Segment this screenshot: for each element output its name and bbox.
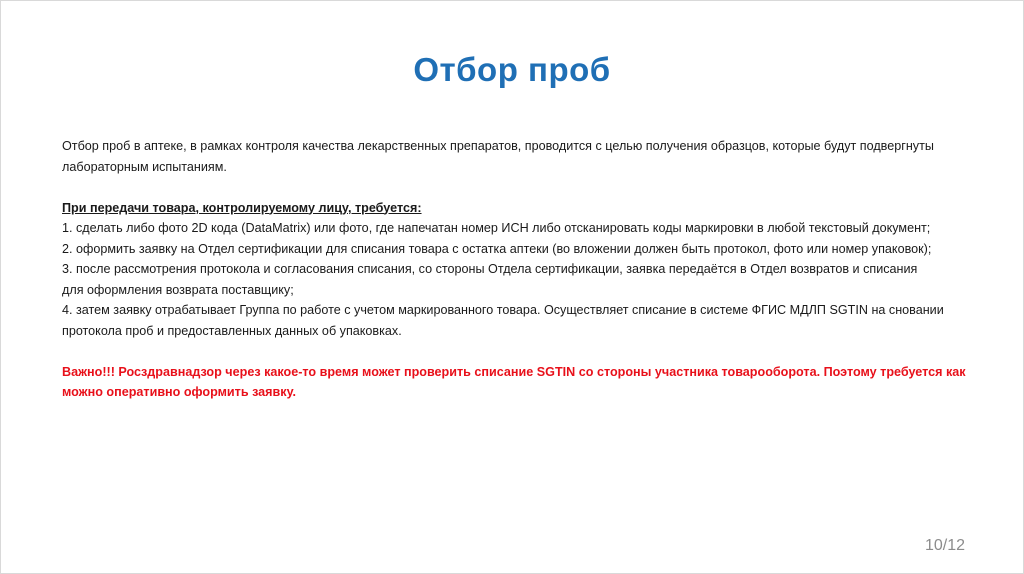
intro-line: лабораторным испытаниям. [62, 159, 227, 174]
step-line: 1. сделать либо фото 2D кода (DataMatrix) или фото, где напечатан номер ИСН либо отсканировать коды маркировки в любой текстовый документ; [62, 221, 931, 235]
warning-line: можно оперативно оформить заявку. [62, 385, 296, 399]
step-line: 4. затем заявку отрабатывает Группа по работе с учетом маркированного товара. Осуществляет списание в системе ФГИС МДЛП SGTIN на сновании [62, 303, 944, 317]
step-line: 3. после рассмотрения протокола и согласования списания, со стороны Отдела сертификации, заявка передаётся в Отдел возвратов и списания [62, 262, 918, 276]
step-line: 2. оформить заявку на Отдел сертификации для списания товара с остатка аптеки (во вложении должен быть протокол, фото или номер упаковок); [62, 241, 932, 256]
slide-title: Отбор проб [413, 51, 611, 88]
step-line: протокола проб и предоставленных данных об упаковках. [62, 323, 402, 338]
page-number: 10/12 [924, 537, 965, 554]
intro-line: Отбор проб в аптеке, в рамках контроля качества лекарственных препаратов, проводится с целью получения образцов, которые будут подвергнуты [62, 139, 934, 153]
step-line: для оформления возврата поставщику; [62, 282, 294, 297]
subheading: При передачи товара, контролируемому лицу, требуется: [62, 200, 422, 215]
spacer [62, 177, 982, 198]
spacer [62, 341, 982, 362]
warning-line: Важно!!! Росздравнадзор через какое-то время может проверить списание SGTIN со стороны участника товарооборота. Поэтому требуется как [62, 364, 966, 379]
slide-body [62, 136, 982, 403]
